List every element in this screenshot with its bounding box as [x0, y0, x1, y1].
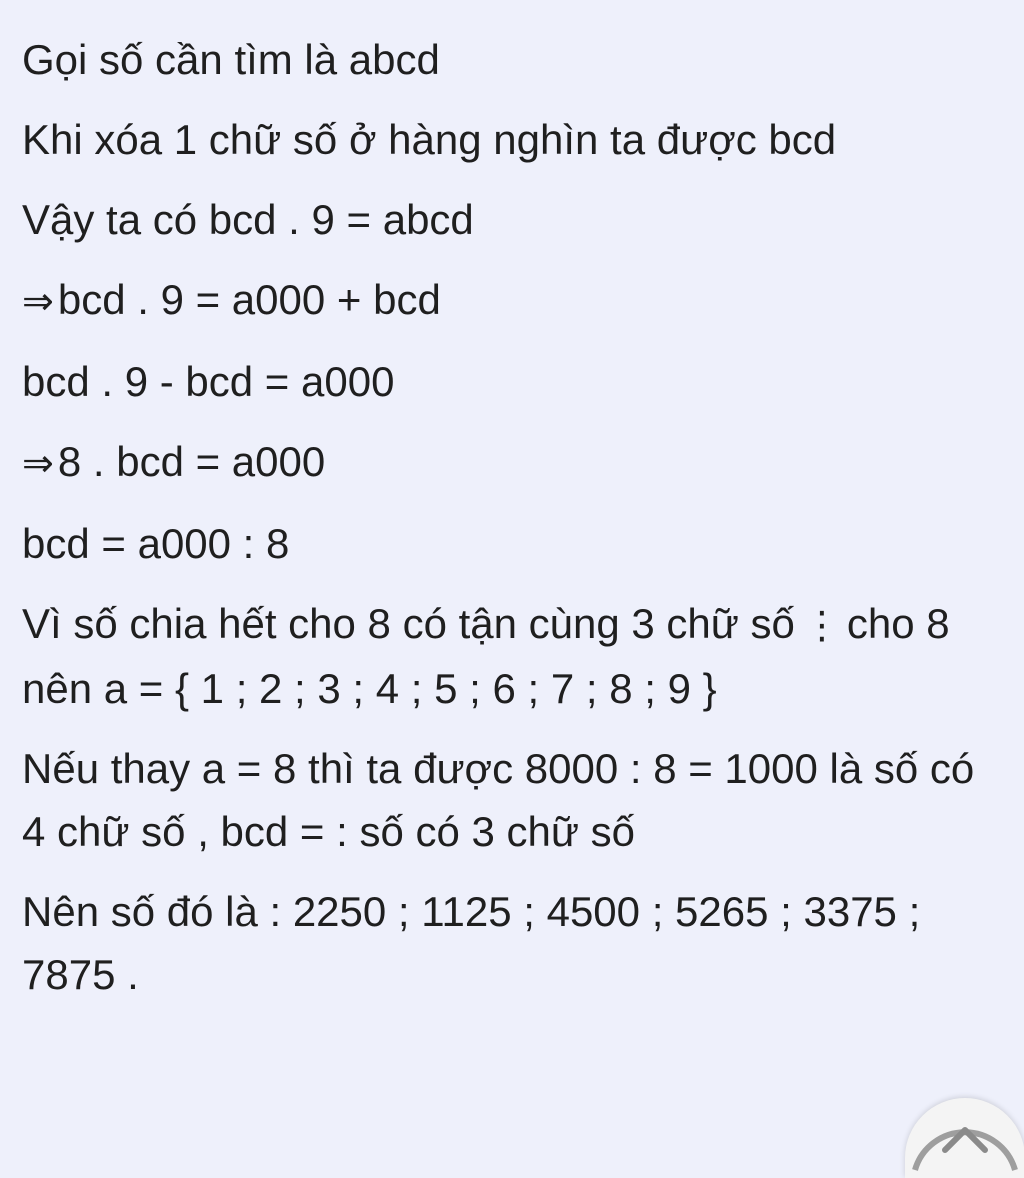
- line-2: Khi xóa 1 chữ số ở hàng nghìn ta được bcd: [22, 116, 837, 163]
- line-4-text: bcd . 9 = a000 + bcd: [57, 276, 441, 323]
- chevron-up-icon: [905, 1098, 1024, 1178]
- implies-arrow: ⇒: [22, 441, 54, 485]
- line-6: [22, 430, 1007, 495]
- line-9: Nếu thay a = 8 thì ta được 8000 : 8 = 1000 là số có 4 chữ số , bcd = : số có 3 chữ số: [22, 745, 975, 855]
- line-10: Nên số đó là : 2250 ; 1125 ; 4500 ; 5265 ; 3375 ; 7875 .: [22, 888, 921, 998]
- line-4: [22, 268, 1007, 333]
- line-8: [22, 592, 1007, 720]
- line-7: bcd = a000 : 8: [22, 520, 290, 567]
- solution-text: [22, 28, 1007, 1023]
- line-5: bcd . 9 - bcd = a000: [22, 358, 395, 405]
- implies-arrow: ⇒: [22, 279, 54, 323]
- line-6-text: 8 . bcd = a000: [57, 438, 326, 485]
- line-3: Vậy ta có bcd . 9 = abcd: [22, 196, 474, 243]
- line-8-post: cho 8 nên a = { 1 ; 2 ; 3 ; 4 ; 5 ; 6 ; 7 ; 8 ; 9 }: [22, 600, 950, 712]
- scroll-to-top-button[interactable]: [905, 1098, 1024, 1178]
- line-8-pre: Vì số chia hết cho 8 có tận cùng 3 chữ số: [22, 600, 795, 647]
- divisible-symbol: ⋮: [802, 603, 841, 647]
- line-1: Gọi số cần tìm là abcd: [22, 36, 440, 83]
